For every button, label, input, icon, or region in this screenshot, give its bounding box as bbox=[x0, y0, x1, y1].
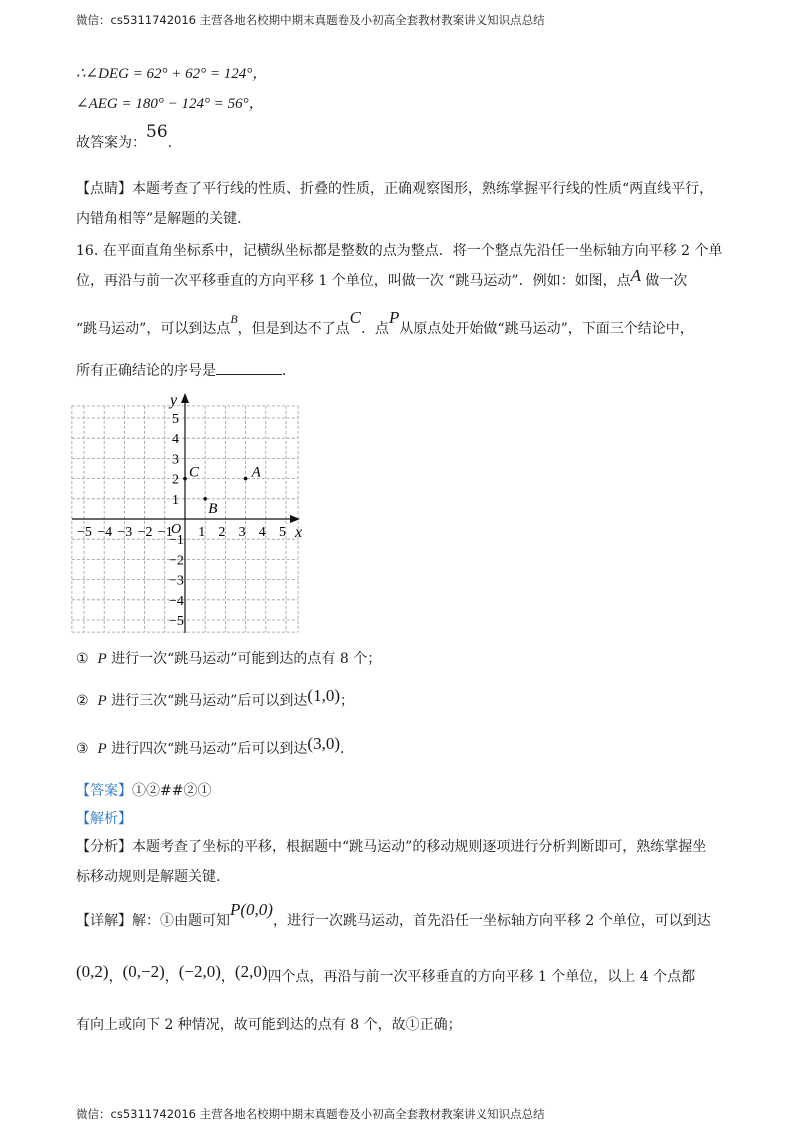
page-header: 微信：cs5311742016 主营各地名校期中期末真题卷及小初高全套教材教案讲义知识点总结 bbox=[76, 13, 545, 27]
y-tick-label: −5 bbox=[169, 614, 184, 629]
statement-3-text: 进行四次“跳马运动”后可以到达 bbox=[111, 741, 308, 757]
plotted-points bbox=[183, 465, 261, 517]
statement-2-num: ② bbox=[76, 693, 89, 709]
point-neg2-0: (−2,0) bbox=[178, 962, 221, 981]
point-label-c: C bbox=[189, 464, 200, 481]
statement-2-text: 进行三次“跳马运动”后可以到达 bbox=[111, 693, 308, 709]
comment-line-2: 内错角相等”是解题的关键. bbox=[76, 211, 242, 227]
statement-1-text: 进行一次“跳马运动”可能到达的点有 8 个； bbox=[111, 651, 382, 667]
coordinate-figure bbox=[64, 388, 324, 638]
statement-3-end: ． bbox=[340, 741, 354, 757]
detail-line-1 bbox=[76, 900, 711, 930]
statement-2-point: (1,0) bbox=[307, 686, 340, 705]
statement-2 bbox=[76, 686, 354, 710]
q16-line-3-text: “跳马运动”，可以到达点 bbox=[76, 321, 231, 337]
detail-text-c: 四个点，再沿与前一次平移垂直的方向平移 1 个单位，以上 4 个点都 bbox=[267, 969, 696, 985]
point-label-a: A bbox=[630, 266, 641, 285]
fenxi-line-1: 【分析】本题考查了坐标的平移，根据题中“跳马运动”的移动规则逐项进行分析判断即可，熟练掌握坐 bbox=[76, 839, 707, 855]
point-label-c: C bbox=[349, 308, 362, 327]
answer-blank bbox=[216, 362, 282, 375]
point-label-a: A bbox=[251, 464, 261, 481]
origin-label: O bbox=[171, 522, 182, 537]
detail-origin-point: P(0,0) bbox=[230, 900, 273, 919]
y-tick-label: 1 bbox=[172, 492, 179, 508]
detail-line-3: 有向上或向下 2 种情况，故可能到达的点有 8 个，故①正确； bbox=[76, 1017, 462, 1033]
statement-3-p: P bbox=[97, 741, 107, 757]
detail-line-2: (0,2)，(0,−2)，(−2,0)，(2,0)四个点，再沿与前一次平移垂直的方向平移 1 个单位，以上 4 个点都 bbox=[76, 962, 696, 985]
x-tick-label: −2 bbox=[137, 525, 153, 540]
x-axis-label: x bbox=[295, 524, 303, 541]
answer-suffix: . bbox=[167, 135, 173, 151]
y-tick-label: 3 bbox=[172, 452, 179, 468]
answer-tag: 【答案】 bbox=[76, 783, 132, 799]
point-label-p: P bbox=[389, 308, 400, 327]
answer-text: ①②##②① bbox=[132, 783, 212, 799]
statement-2-p: P bbox=[97, 693, 107, 709]
statement-1-p: P bbox=[97, 651, 107, 667]
point-0-neg2: (0,−2) bbox=[122, 962, 165, 981]
statement-1 bbox=[76, 648, 381, 668]
page-footer: 微信：cs5311742016 主营各地名校期中期末真题卷及小初高全套教材教案讲义知识点总结 bbox=[76, 1107, 545, 1121]
q16-line-3-dot: ．点 bbox=[361, 321, 390, 337]
q16-line-1: 16. 在平面直角坐标系中，记横纵坐标都是整数的点为整点．将一个整点先沿任一坐标轴方向平移 2 个单 bbox=[76, 243, 723, 259]
x-tick-label: −3 bbox=[117, 525, 133, 540]
q16-line-4 bbox=[76, 360, 296, 380]
point-c bbox=[183, 477, 187, 481]
y-tick-label: −4 bbox=[169, 593, 184, 609]
x-tick-label: −5 bbox=[77, 525, 92, 540]
q16-line-2-text: 位，再沿与前一次平移垂直的方向平移 1 个单位，叫做一次 “跳马运动”．例如：如图，点 bbox=[76, 273, 631, 289]
q16-line-2-end: 做一次 bbox=[640, 273, 688, 289]
y-tick-label: −2 bbox=[169, 553, 184, 569]
statement-1-num: ① bbox=[76, 651, 89, 667]
equation-aeg: ∠AEG = 180° − 124° = 56°， bbox=[76, 96, 264, 112]
answer-value: 56 bbox=[146, 122, 168, 142]
equation-deg: ∴∠DEG = 62° + 62° = 124°， bbox=[76, 66, 268, 82]
detail-text-a: 【详解】解：①由题可知 bbox=[76, 913, 230, 929]
y-tick-label: 5 bbox=[172, 412, 179, 427]
statement-2-end: ； bbox=[340, 693, 354, 709]
point-label-b: B bbox=[208, 500, 218, 517]
x-tick-label: 3 bbox=[238, 525, 246, 540]
prev-answer bbox=[76, 122, 173, 152]
q16-line-4-text: 所有正确结论的序号是 bbox=[76, 363, 216, 379]
x-tick-label: 5 bbox=[279, 525, 286, 540]
point-label-b: B bbox=[230, 312, 238, 326]
q16-line-3 bbox=[76, 308, 694, 338]
q16-line-3-end: 从原点处开始做“跳马运动”，下面三个结论中， bbox=[399, 321, 694, 337]
x-tick-label: 1 bbox=[198, 525, 206, 540]
analysis-tag: 【解析】 bbox=[76, 811, 132, 827]
q16-line-3-mid: ，但是到达不了点 bbox=[237, 321, 350, 337]
y-tick-label: −1 bbox=[169, 533, 184, 549]
point-0-2: (0,2) bbox=[76, 962, 109, 981]
point-a bbox=[244, 477, 248, 481]
x-tick-label: −4 bbox=[97, 525, 113, 540]
q16-line-4-end: ． bbox=[282, 363, 296, 379]
tick-labels bbox=[77, 412, 286, 629]
statement-3-num: ③ bbox=[76, 741, 89, 757]
y-tick-label: −3 bbox=[169, 573, 184, 589]
x-tick-label: −1 bbox=[157, 525, 173, 540]
y-tick-label: 2 bbox=[172, 472, 179, 488]
statement-3 bbox=[76, 734, 354, 758]
q16-line-2 bbox=[76, 266, 688, 290]
fenxi-line-2: 标移动规则是解题关键. bbox=[76, 869, 221, 885]
point-b bbox=[203, 497, 207, 501]
y-tick-label: 4 bbox=[172, 432, 179, 448]
x-tick-label: 2 bbox=[218, 525, 226, 540]
x-tick-label: 4 bbox=[258, 525, 266, 540]
statement-3-point: (3,0) bbox=[307, 734, 340, 753]
answer-line bbox=[76, 780, 211, 800]
comment-line-1: 【点睛】本题考查了平行线的性质、折叠的性质，正确观察图形，熟练掌握平行线的性质“两直线平行， bbox=[76, 181, 714, 197]
y-axis-label: y bbox=[170, 392, 178, 409]
answer-prefix: 故答案为： bbox=[76, 135, 146, 151]
y-axis-arrow bbox=[181, 393, 189, 403]
detail-text-b: ，进行一次跳马运动，首先沿任一坐标轴方向平移 2 个单位，可以到达 bbox=[272, 913, 711, 929]
point-2-0: (2,0) bbox=[234, 962, 268, 981]
